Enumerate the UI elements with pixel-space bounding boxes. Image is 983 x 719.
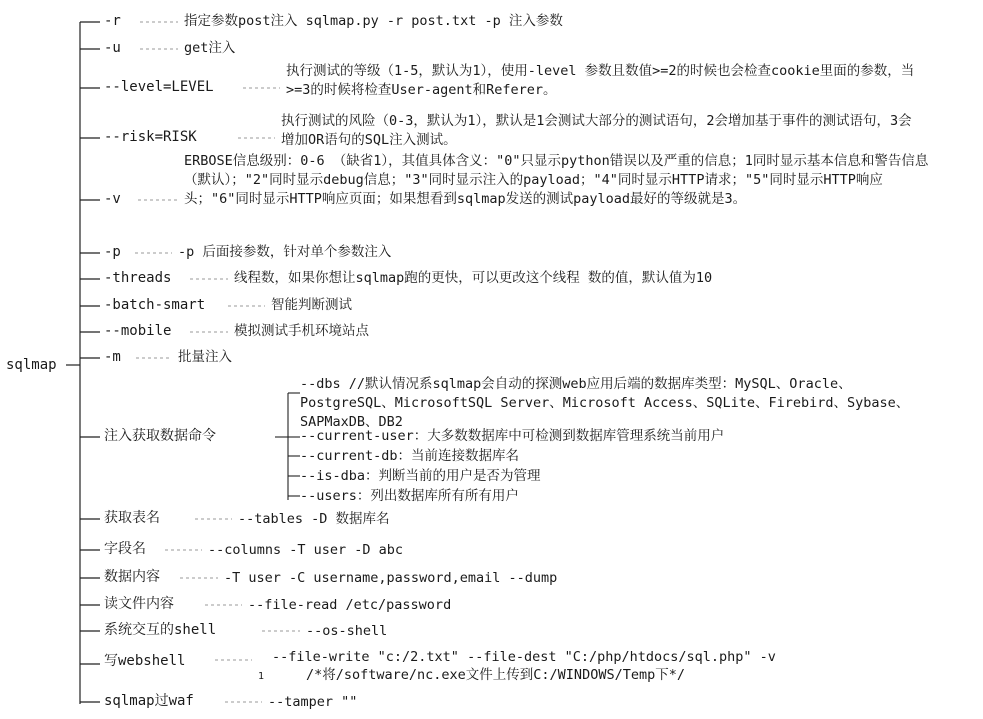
option-p-description: -p 后面接参数，针对单个参数注入 [178, 244, 392, 260]
branch-data-commands-label[interactable]: 注入获取数据命令 [104, 428, 216, 444]
data-command-current-db: --current-db：当前连接数据库名 [300, 448, 520, 464]
data-command-current-user: --current-user：大多数数据库中可检测到数据库管理系统当前用户 [300, 428, 725, 444]
option-level-description: 执行测试的等级（1-5，默认为1），使用-level 参数且数值>=2的时候也会检查cookie里面的参数，当>=3的时候将检查User-agent和Referer。 [286, 63, 915, 98]
option-u[interactable]: -u [104, 40, 121, 56]
option-threads[interactable]: -threads [104, 270, 172, 286]
option-r-description: 指定参数post注入 sqlmap.py -r post.txt -p 注入参数 [184, 13, 563, 29]
action-waf-label[interactable]: sqlmap过waf [104, 693, 194, 709]
action-os-shell-command: --os-shell [306, 623, 388, 639]
option-mobile[interactable]: --mobile [104, 323, 172, 339]
action-webshell-command: --file-write "c:/2.txt" --file-dest "C:/php/htdocs/sql.php" -v [272, 649, 776, 665]
option-level[interactable]: --level=LEVEL [104, 79, 214, 95]
option-m[interactable]: -m [104, 349, 121, 365]
option-u-description: get注入 [184, 40, 236, 56]
action-os-shell-label[interactable]: 系统交互的shell [104, 622, 217, 638]
action-waf-command: --tamper "" [268, 694, 358, 710]
option-v-description: ERBOSE信息级别：0-6 （缺省1），其值具体含义："0"只显示python错误以及严重的信息；1同时显示基本信息和警告信息（默认）；"2"同时显示debug信息；"3"同时显示注入的payload；"4"同时显示HTTP请求；"5"同时显示HTTP响应头；"6"同时显示HTTP响应页面；如果想看到sqlmap发送的测试payload最好的等级就是3。 [184, 153, 929, 207]
action-tables-label[interactable]: 获取表名 [104, 510, 160, 526]
option-risk[interactable]: --risk=RISK [104, 129, 197, 145]
action-webshell-command-note: /*将/software/nc.exe文件上传到C:/WINDOWS/Temp下*/ [306, 667, 685, 683]
action-tables-command: --tables -D 数据库名 [238, 511, 390, 527]
data-command-is-dba: --is-dba：判断当前的用户是否为管理 [300, 468, 541, 484]
data-command-dbs: --dbs //默认情况系sqlmap会自动的探测web应用后端的数据库类型：MySQL、Oracle、PostgreSQL、MicrosoftSQL Server、Microsoft Access、SQLite、Firebird、Sybase、SAPMaxDB、DB2 [300, 376, 910, 430]
option-threads-description: 线程数，如果你想让sqlmap跑的更快，可以更改这个线程 数的值，默认值为10 [234, 270, 713, 286]
option-mobile-description: 模拟测试手机环境站点 [234, 323, 369, 339]
option-v[interactable]: -v [104, 191, 121, 207]
action-dump-label[interactable]: 数据内容 [104, 569, 160, 585]
option-batch-smart-description: 智能判断测试 [271, 297, 352, 313]
action-file-read-command: --file-read /etc/password [248, 597, 452, 613]
action-file-read-label[interactable]: 读文件内容 [104, 596, 174, 612]
option-risk-description: 执行测试的风险（0-3，默认为1），默认是1会测试大部分的测试语句，2会增加基于事件的测试语句，3会增加OR语句的SQL注入测试。 [281, 113, 912, 148]
option-p[interactable]: -p [104, 244, 121, 260]
action-webshell-label[interactable]: 写webshell [104, 653, 186, 669]
action-dump-command: -T user -C username,password,email --dump [224, 570, 558, 586]
option-r[interactable]: -r [104, 13, 121, 29]
data-command-users: --users：列出数据库所有所有用户 [300, 488, 519, 504]
option-m-description: 批量注入 [178, 349, 232, 365]
action-webshell-sublabel: 1 [258, 671, 265, 682]
action-columns-label[interactable]: 字段名 [104, 541, 146, 557]
option-batch-smart[interactable]: -batch-smart [104, 297, 206, 313]
root-node-sqlmap[interactable]: sqlmap [6, 357, 57, 373]
action-columns-command: --columns -T user -D abc [208, 542, 404, 558]
